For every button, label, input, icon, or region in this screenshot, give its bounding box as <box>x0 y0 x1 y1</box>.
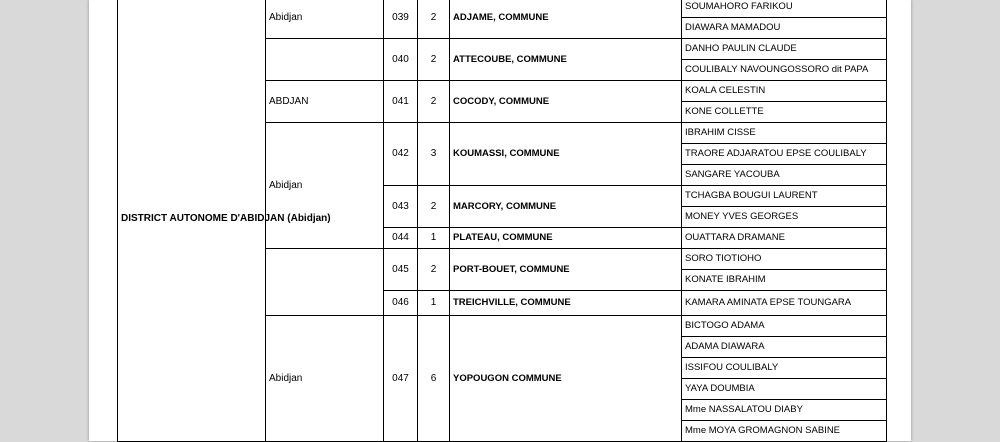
candidate-name: BICTOGO ADAMA <box>682 316 887 337</box>
commune-name: ATTECOUBE, COMMUNE <box>450 39 682 81</box>
commune-name: MARCORY, COMMUNE <box>450 186 682 228</box>
commune-code: 043 <box>384 186 418 228</box>
candidate-name: DANHO PAULIN CLAUDE <box>682 39 887 60</box>
seat-count: 1 <box>418 228 450 249</box>
department-cell: Abidjan <box>266 0 384 39</box>
candidate-name: DIAWARA MAMADOU <box>682 18 887 39</box>
table-row <box>118 0 887 18</box>
candidate-name: IBRAHIM CISSE <box>682 123 887 144</box>
commune-code: 045 <box>384 249 418 291</box>
candidate-name: MONEY YVES GEORGES <box>682 207 887 228</box>
department-cell: Abidjan <box>266 316 384 442</box>
commune-code: 040 <box>384 39 418 81</box>
candidate-name: Mme NASSALATOU DIABY <box>682 400 887 421</box>
seat-count: 2 <box>418 186 450 228</box>
candidate-name: ISSIFOU COULIBALY <box>682 358 887 379</box>
candidate-name: SOUMAHORO FARIKOU <box>682 0 887 18</box>
results-table <box>117 0 887 442</box>
candidate-name: SORO TIOTIOHO <box>682 249 887 270</box>
seat-count: 2 <box>418 39 450 81</box>
department-cell <box>266 39 384 81</box>
commune-name: PLATEAU, COMMUNE <box>450 228 682 249</box>
candidate-name: KONE COLLETTE <box>682 102 887 123</box>
seat-count: 6 <box>418 316 450 442</box>
commune-code: 046 <box>384 291 418 316</box>
seat-count: 2 <box>418 81 450 123</box>
commune-name: ADJAME, COMMUNE <box>450 0 682 39</box>
candidate-name: ADAMA DIAWARA <box>682 337 887 358</box>
seat-count: 3 <box>418 123 450 186</box>
commune-code: 042 <box>384 123 418 186</box>
candidate-name: Mme MOYA GROMAGNON SABINE <box>682 421 887 442</box>
commune-name: KOUMASSI, COMMUNE <box>450 123 682 186</box>
commune-code: 041 <box>384 81 418 123</box>
candidate-name: OUATTARA DRAMANE <box>682 228 887 249</box>
candidate-name: KONATE IBRAHIM <box>682 270 887 291</box>
commune-name: YOPOUGON COMMUNE <box>450 316 682 442</box>
department-cell: Abidjan <box>266 123 384 249</box>
seat-count: 2 <box>418 0 450 39</box>
candidate-name: TCHAGBA BOUGUI LAURENT <box>682 186 887 207</box>
candidate-name: KOALA CELESTIN <box>682 81 887 102</box>
department-cell <box>266 249 384 316</box>
seat-count: 1 <box>418 291 450 316</box>
commune-code: 044 <box>384 228 418 249</box>
commune-code: 047 <box>384 316 418 442</box>
document-page <box>89 0 911 441</box>
department-cell: ABDJAN <box>266 81 384 123</box>
commune-name: PORT-BOUET, COMMUNE <box>450 249 682 291</box>
commune-name: COCODY, COMMUNE <box>450 81 682 123</box>
commune-name: TREICHVILLE, COMMUNE <box>450 291 682 316</box>
candidate-name: YAYA DOUMBIA <box>682 379 887 400</box>
candidate-name: COULIBALY NAVOUNGOSSORO dit PAPA <box>682 60 887 81</box>
commune-code: 039 <box>384 0 418 39</box>
candidate-name: SANGARE YACOUBA <box>682 165 887 186</box>
seat-count: 2 <box>418 249 450 291</box>
district-cell: DISTRICT AUTONOME D'ABIDJAN (Abidjan) <box>118 0 266 442</box>
candidate-name: KAMARA AMINATA EPSE TOUNGARA <box>682 291 887 316</box>
candidate-name: TRAORE ADJARATOU EPSE COULIBALY <box>682 144 887 165</box>
